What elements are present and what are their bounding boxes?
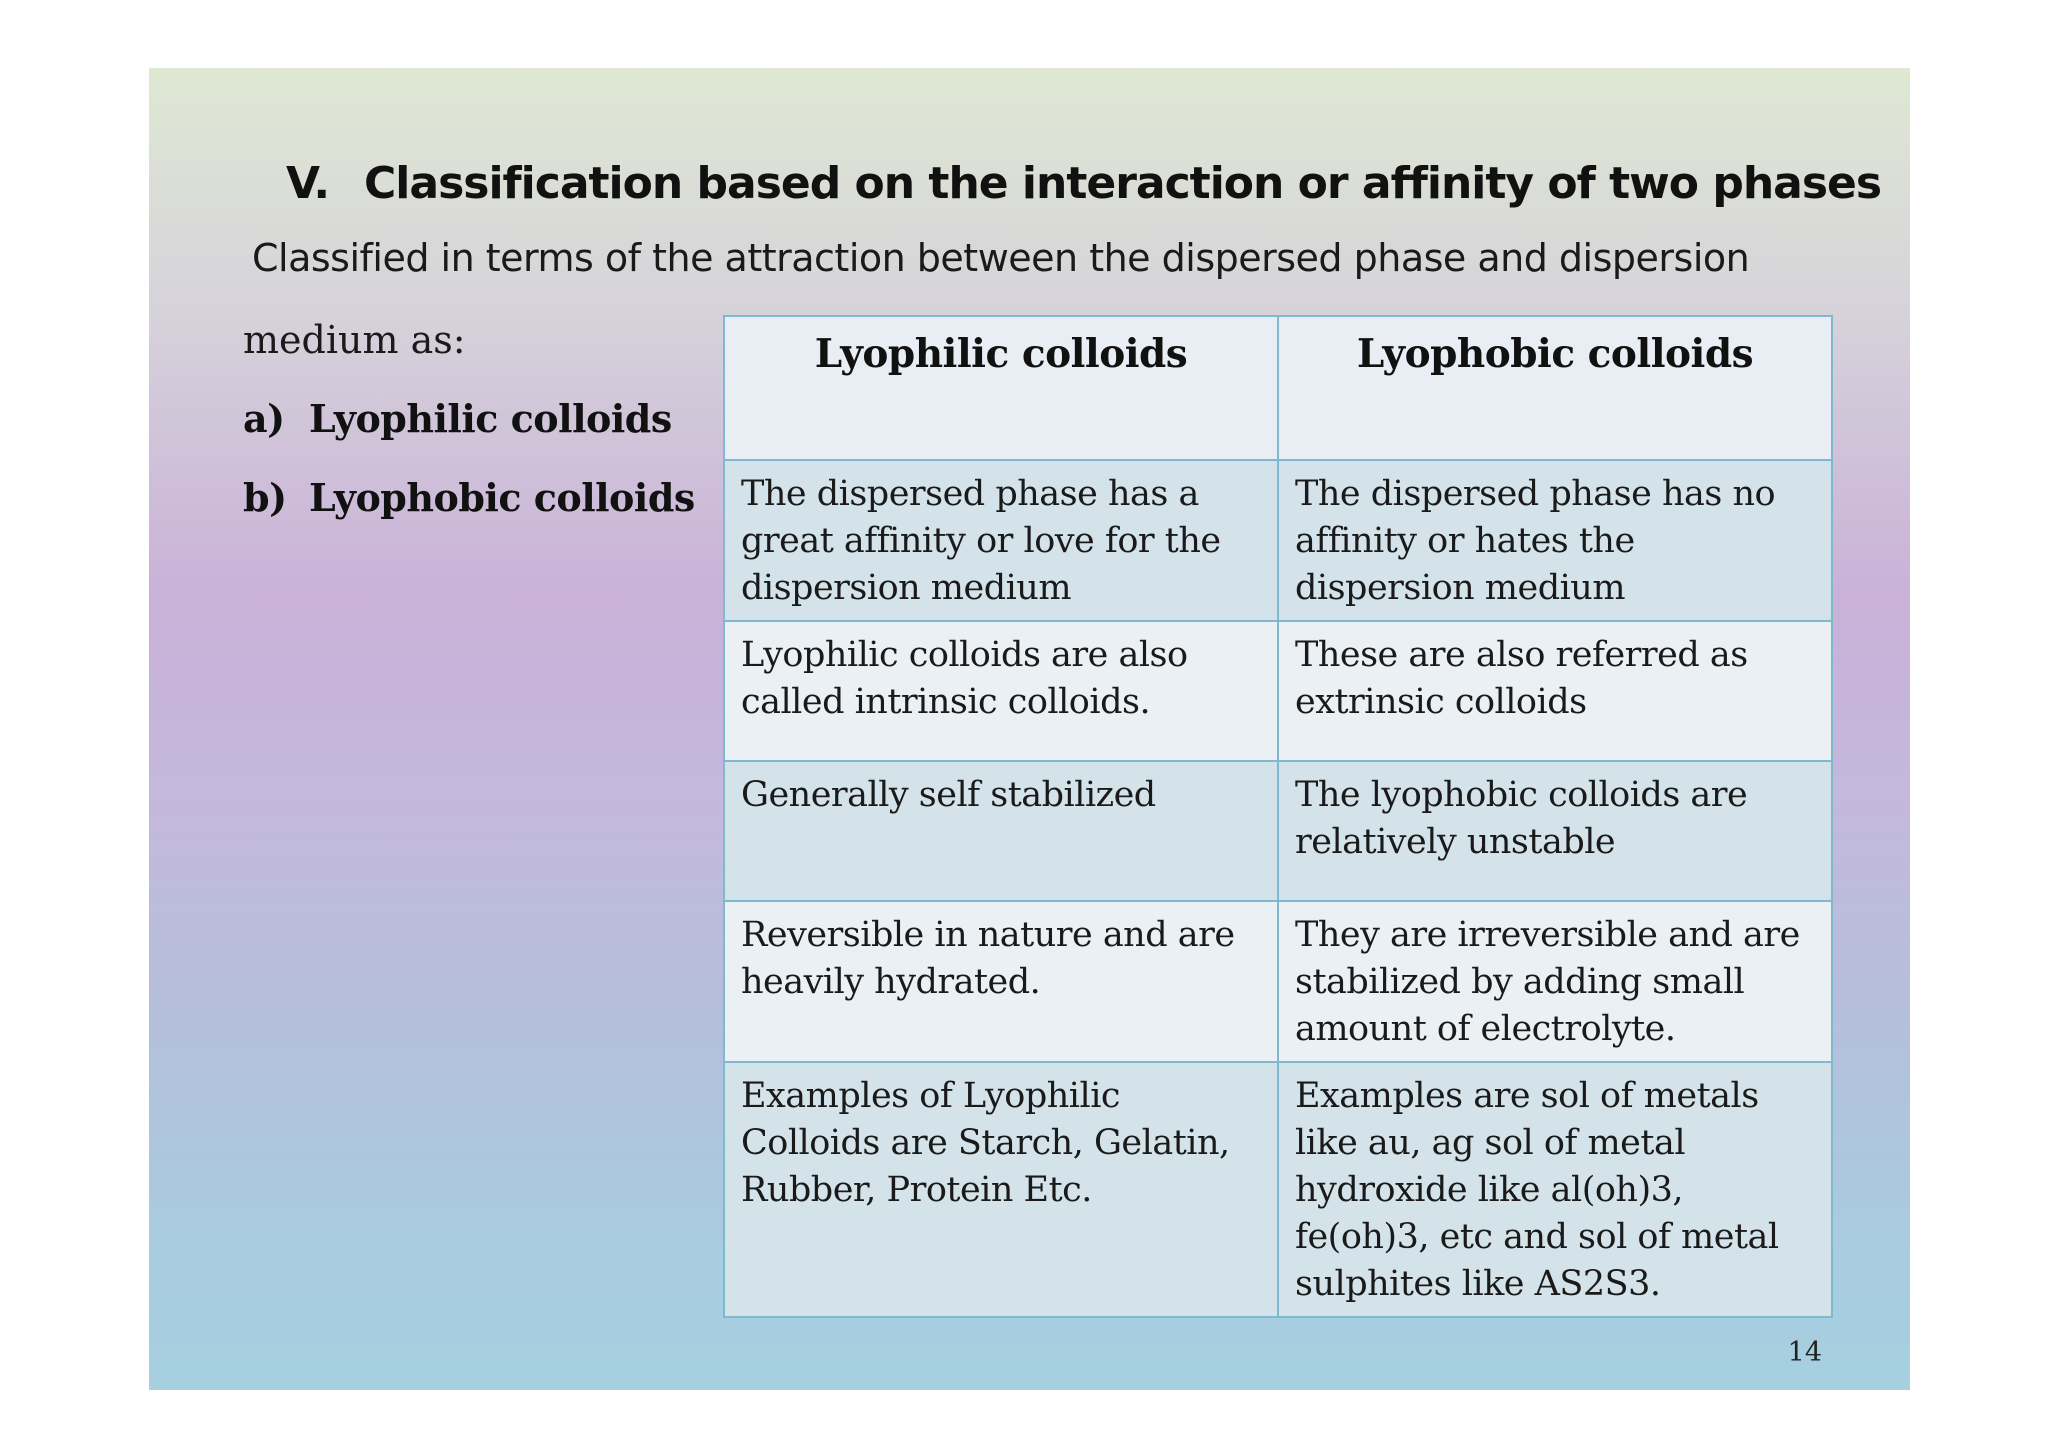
table-cell: Generally self stabilized <box>724 761 1278 901</box>
table-cell: The dispersed phase has a great affinity or love for the dispersion medium <box>724 460 1278 621</box>
intro-line-1: Classified in terms of the attraction between the dispersed phase and dispersion <box>252 236 1750 280</box>
slide-title <box>286 158 1882 209</box>
table-row <box>724 460 1832 621</box>
option-b-marker: b) <box>243 475 287 520</box>
option-b-label: Lyophobic colloids <box>309 475 695 520</box>
option-b <box>243 475 695 520</box>
table-row <box>724 1062 1832 1317</box>
slide <box>149 68 1910 1390</box>
table-cell: Examples are sol of metals like au, ag sol of metal hydroxide like al(oh)3, fe(oh)3, etc and sol of metal sulphites like AS2S3. <box>1278 1062 1832 1317</box>
intro-line-2: medium as: <box>243 318 466 362</box>
table-cell: These are also referred as extrinsic colloids <box>1278 621 1832 761</box>
title-text: Classification based on the interaction or affinity of two phases <box>364 158 1882 209</box>
page-number: 14 <box>1787 1337 1822 1368</box>
table-cell: Examples of Lyophilic Colloids are Starch, Gelatin, Rubber, Protein Etc. <box>724 1062 1278 1317</box>
table-header-row <box>724 316 1832 460</box>
option-a-marker: a) <box>243 396 285 441</box>
table-cell: The lyophobic colloids are relatively unstable <box>1278 761 1832 901</box>
table-row <box>724 761 1832 901</box>
option-a <box>243 396 672 441</box>
option-a-label: Lyophilic colloids <box>309 396 672 441</box>
comparison-table <box>723 315 1833 1318</box>
table-cell: They are irreversible and are stabilized by adding small amount of electrolyte. <box>1278 901 1832 1062</box>
table-cell: The dispersed phase has no affinity or hates the dispersion medium <box>1278 460 1832 621</box>
table-row <box>724 901 1832 1062</box>
table-row <box>724 621 1832 761</box>
title-number: V. <box>286 158 330 209</box>
header-lyophilic: Lyophilic colloids <box>724 316 1278 460</box>
table-cell: Reversible in nature and are heavily hydrated. <box>724 901 1278 1062</box>
header-lyophobic: Lyophobic colloids <box>1278 316 1832 460</box>
table-cell: Lyophilic colloids are also called intrinsic colloids. <box>724 621 1278 761</box>
